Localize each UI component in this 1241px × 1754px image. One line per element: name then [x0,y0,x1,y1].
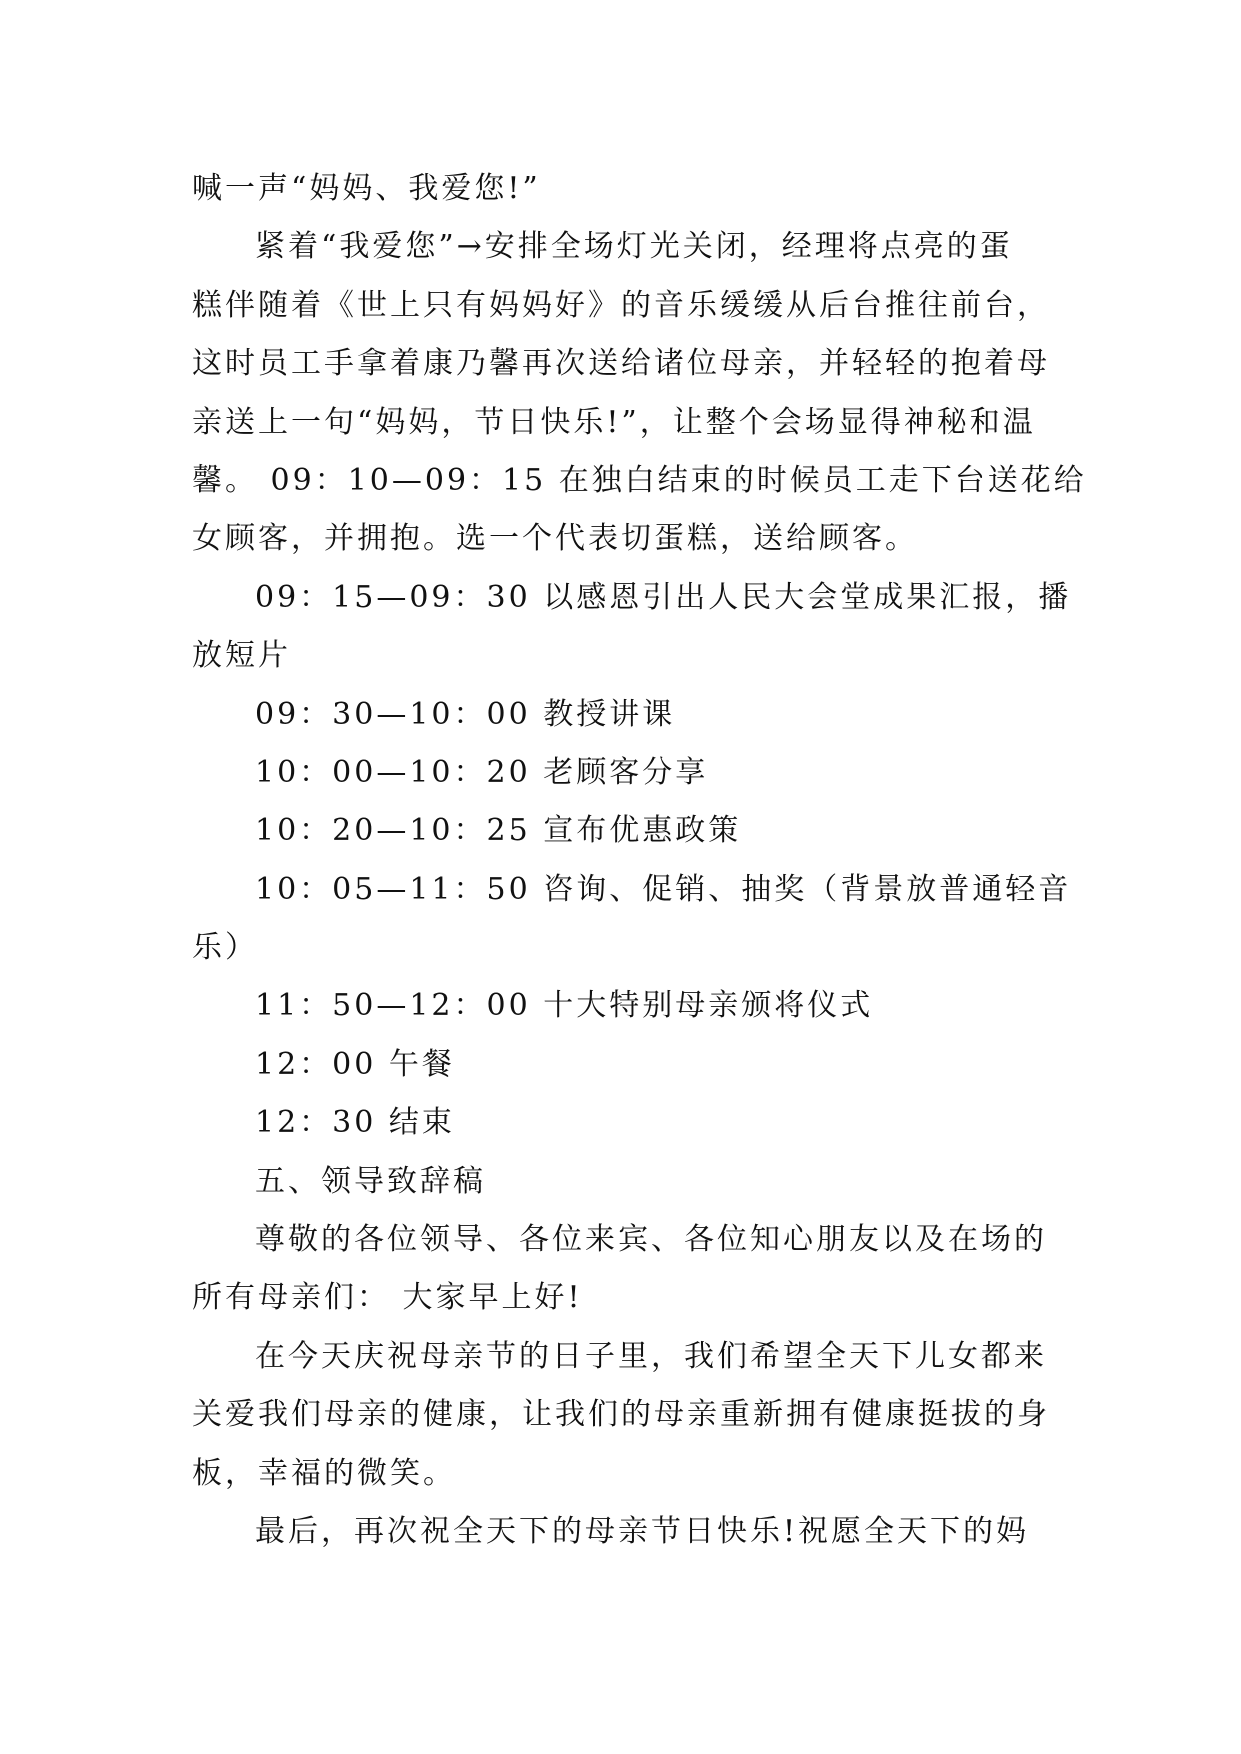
text-line: 乐） [192,930,258,966]
text-line: 女顾客，并拥抱。选一个代表切蛋糕，送给顾客。 [192,521,918,557]
text-line: 09：30—10：00 教授讲课 [255,696,676,732]
text-line: 最后，再次祝全天下的母亲节日快乐!祝愿全天下的妈 [255,1513,1030,1549]
text-line: 放短片 [192,638,291,674]
text-line: 这时员工手拿着康乃馨再次送给诸位母亲，并轻轻的抱着母 [192,346,1050,382]
text-line: 所有母亲们： 大家早上好! [192,1280,583,1316]
text-line: 糕伴随着《世上只有妈妈好》的音乐缓缓从后台推往前台， [192,287,1050,323]
text-line: 馨。 09：10—09：15 在独白结束的时候员工走下台送花给 [192,462,1087,498]
text-line: 喊一声“妈妈、我爱您!” [192,171,541,206]
text-line: 亲送上一句“妈妈，节日快乐!”，让整个会场显得神秘和温 [192,404,1036,440]
text-line: 10：05—11：50 咨询、促销、抽奖（背景放普通轻音 [255,871,1072,907]
document-body [192,160,1087,1561]
text-line: 紧着“我爱您”→安排全场灯光关闭，经理将点亮的蛋 [255,229,1013,265]
text-line: 关爱我们母亲的健康，让我们的母亲重新拥有健康挺拔的身 [192,1397,1050,1433]
text-line: 12：30 结束 [255,1105,455,1141]
text-line: 12：00 午餐 [255,1046,455,1082]
text-line: 在今天庆祝母亲节的日子里，我们希望全天下儿女都来 [255,1338,1047,1374]
text-line: 10：20—10：25 宣布优惠政策 [255,813,742,849]
text-line: 09：15—09：30 以感恩引出人民大会堂成果汇报，播 [255,579,1072,615]
text-line: 五、领导致辞稿 [255,1163,486,1199]
text-line: 10：00—10：20 老顾客分享 [255,754,709,790]
text-line: 尊敬的各位领导、各位来宾、各位知心朋友以及在场的 [255,1222,1047,1258]
text-line: 板，幸福的微笑。 [192,1455,456,1491]
text-line: 11：50—12：00 十大特别母亲颁将仪式 [255,988,874,1024]
